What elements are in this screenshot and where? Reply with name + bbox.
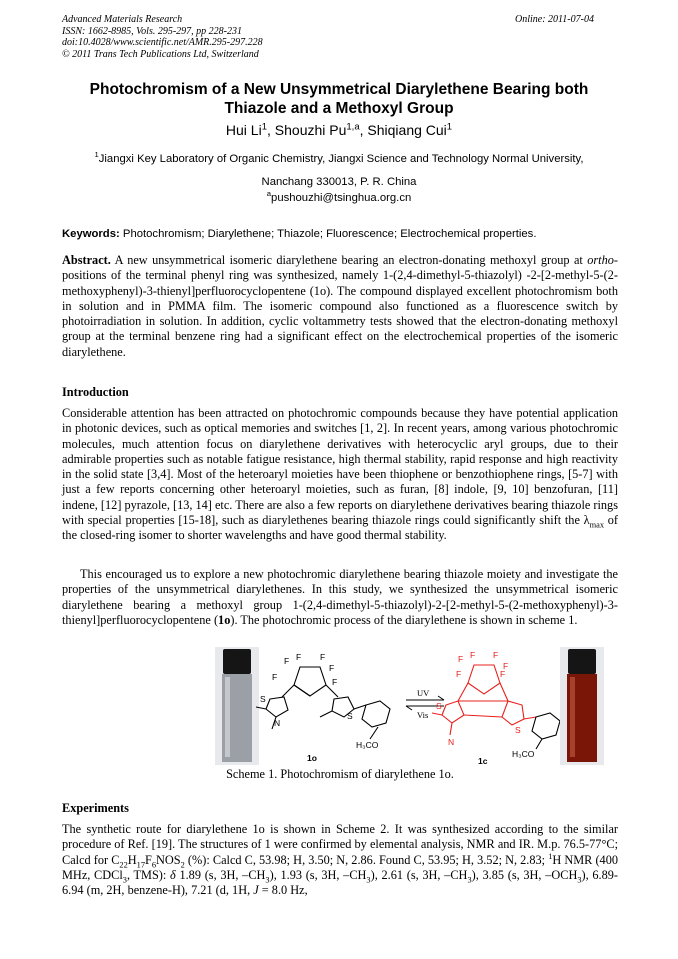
scheme-1-caption: Scheme 1. Photochromism of diarylethene 1o. [226,767,454,781]
lambda-subscript: max [589,520,605,530]
abstract-text: A new unsymmetrical isomeric diarylethene bearing an electron-donating methoxyl group at [110,253,588,267]
formula-element: F [145,852,152,867]
delta-symbol: δ [170,867,176,882]
nitrogen-label: N [448,737,455,747]
scheme-1-figure [210,647,610,765]
closed-form-phenyl [532,713,560,749]
methoxy-label: H₃CO [356,740,379,750]
fluorine-label: F [284,656,290,666]
formula-subscript: 3 [577,875,582,885]
paper-title [62,80,616,118]
exp-text: 1.89 (s, 3H, –CH [175,867,266,882]
intro-text: Considerable attention has been attracted on photochromic compounds because they have potential application in photonic devices, such as optical memories and switches [1, 2]. In recent years, among various photochromic molecules, much attention focus on diarylethene derivatives with heterocyclic aryl groups, due to their admirable properties such as notable fatigue resistance, high thermal stability, rapid response and high reactivity in the solid state [3,4]. Most of the heteroaryl moieties have been thiophene or benzothiophene rings, [5-7] with just a few reports concerning other heteroaryl moieties, such as furan, [8] indole, [9, 10] benzofuran, [11] indene, [12] pyrazole, [13, 14] etc. There are also a few reports on diarylethene derivatives bearing thiazole rings with special properties [15-18], such as diarylethenes bearing thiazole rings could significantly shift the [62,406,618,528]
email-address[interactable]: pushouzhi@tsinghua.org.cn [271,192,412,204]
author-1-affil: 1 [261,121,267,133]
formula-subscript: 2 [180,860,185,870]
nmr-superscript: 1 [548,851,553,861]
intro-text: of the closed-ring isomer to shorter wavelengths and have good thermal stability. [62,513,618,543]
introduction-heading: Introduction [62,385,129,399]
title-line-2: Thiazole and a Methoxyl Group [224,100,454,117]
doi-line: doi:10.4028/www.scientific.net/AMR.295-297.228 [62,37,263,48]
abstract-text: -positions of the terminal phenyl ring was synthesized, namely 1-(2,4-dimethyl-5-thiazolyl) -2-[2-methyl-5-(2-methoxyphenyl)-3-thienyl]perfluorocyclopentene (1o). The compound displayed excellent photochromism both in solution and in PMMA film. The isomeric compound also functioned as a fluorescence switch by photoirradiation in solution. In addition, cyclic voltammetry tests showed that the electron-donating methoxyl group at the terminal benzene ring had a significant effect on the electrochemical properties of the isomeric diarylethene. [62,253,618,359]
vial-red-photo [560,647,604,765]
intro-text: This encouraged us to explore a new photochromic diarylethene bearing thiazole moiety and investigate the properties of the unsymmetrical diarylethenes. In this study, we synthesized the unsymmetrical isomeric diarylethene bearing a methoxyl group 1-(2,4-dimethyl-5-thiazolyl)-2-[2-methyl-5-(2-methoxyphenyl)-3-thienyl]perfluorocyclopentene ( [62,567,618,627]
intro-text: ). The photochromic process of the diarylethene is shown in scheme 1. [230,612,578,627]
author-separator: , [267,122,275,138]
compound-1c-label: 1c [478,756,488,765]
exp-text: ), 3.85 (s, 3H, –OCH [471,867,578,882]
keywords-label: Keywords: [62,228,120,240]
exp-text: ), 1.93 (s, 3H, –CH [269,867,367,882]
author-list [62,122,616,138]
formula-subscript: 3 [366,875,371,885]
open-form-labels [260,652,379,763]
introduction-paragraph-2 [62,567,618,628]
exp-text: ), 6.89-6.94 (m, 2H, benzene-H), 7.21 (d, 1H, [62,867,619,898]
formula-subscript: 3 [467,875,472,885]
keywords [62,228,618,240]
formula-subscript: 17 [136,860,146,870]
affiliation-line-2: Nanchang 330013, P. R. China [261,176,417,188]
fluorine-label: F [272,672,278,682]
formula-subscript: 22 [119,860,128,870]
formula-subscript: 6 [151,860,157,870]
affiliation-marker: 1 [94,150,99,160]
author-1: Hui Li [225,122,262,138]
author-3: Shiqiang Cui [367,122,447,138]
fluorine-label: F [320,652,326,662]
journal-name: Advanced Materials Research [62,14,183,25]
abstract-italic: ortho [587,253,614,267]
exp-text: The synthetic route for diarylethene 1o is shown in Scheme 2. It was synthesized according to the similar procedure of Ref. [19]. The structures of 1 were confirmed by elemental analysis, NMR and IR. M.p. 76.5-77°C; Calcd for C [62,822,618,867]
fluorine-label: F [500,669,506,679]
coupling-constant-symbol: J [253,883,259,898]
author-3-affil: 1 [446,121,453,133]
author-2-affil: 1,a [346,121,360,133]
compound-1o-label: 1o [307,753,317,763]
fluorine-label: F [503,661,509,671]
vis-label: Vis [417,710,429,720]
vial-colorless-photo [215,647,259,765]
fluorine-label: F [329,663,335,673]
sulfur-label: S [347,711,353,721]
exp-text: H NMR (400 MHz, CDCl [62,852,618,882]
fluorine-label: F [470,650,476,660]
exp-text: , TMS): [126,867,171,882]
uv-label: UV [417,688,430,698]
sulfur-label: S [436,701,442,711]
online-date: Online: 2011-07-04 [515,14,594,25]
nitrogen-label: N [274,718,281,728]
issn-line: ISSN: 1662-8985, Vols. 295-297, pp 228-231 [62,25,242,37]
formula-subscript: 3 [265,875,270,885]
title-line-1: Photochromism of a New Unsymmetrical Diarylethene Bearing both [89,81,589,98]
exp-text: = 8.0 Hz, [258,883,308,898]
author-2: Shouzhi Pu [274,122,347,138]
fluorine-label: F [456,669,462,679]
abstract [62,253,618,360]
exp-text: ), 2.61 (s, 3H, –CH [370,867,468,882]
keywords-text: Photochromism; Diarylethene; Thiazole; Fluorescence; Electrochemical properties. [119,228,537,240]
affiliation [62,148,616,194]
email-line [62,189,616,204]
fluorine-label: F [296,652,302,662]
exp-text: (%): Calcd C, 53.98; H, 3.50; N, 2.86. Found C, 53.95; H, 3.52; N, 2.83; [184,852,549,867]
experiments-paragraph [62,822,618,898]
copyright-line: © 2011 Trans Tech Publications Ltd, Switzerland [62,48,259,60]
fluorine-label: F [493,650,499,660]
sulfur-label: S [515,725,521,735]
compound-label: 1o [218,612,231,627]
methoxy-label: H₃CO [512,749,535,759]
introduction-paragraph-1 [62,406,618,544]
journal-header [62,14,263,60]
affiliation-line-1: Jiangxi Key Laboratory of Organic Chemistry, Jiangxi Science and Technology Normal University, [98,153,584,165]
fluorine-label: F [458,654,464,664]
formula-element: H [127,852,137,867]
fluorine-label: F [332,677,338,687]
email-marker: a [266,189,272,199]
sulfur-label: S [260,694,266,704]
formula-subscript: 3 [122,875,127,885]
experiments-heading: Experiments [62,801,129,815]
formula-element: NOS [156,852,181,867]
abstract-label: Abstract. [62,253,111,267]
author-separator: , [359,122,368,138]
lambda-symbol: λ [583,513,590,528]
